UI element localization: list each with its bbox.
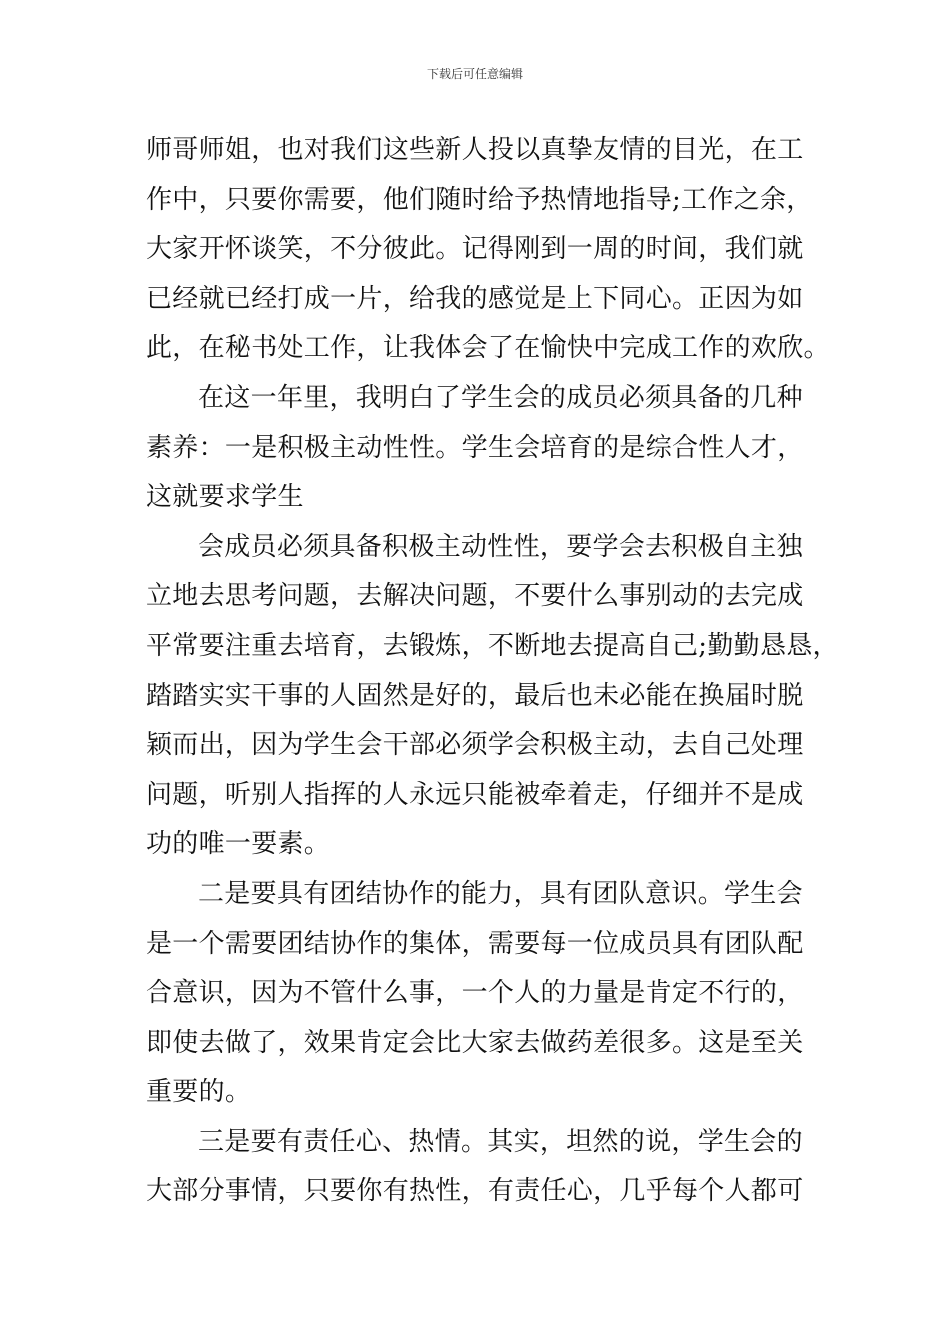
text-line: 合意识，因为不管什么事，一个人的力量是肯定不行的， — [146, 978, 804, 1009]
text-line: 素养：一是积极主动性性。学生会培育的是综合性人才， — [146, 432, 804, 463]
text-line: 大家开怀谈笑，不分彼此。记得刚到一周的时间，我们就 — [146, 234, 804, 265]
text-line: 功的唯一要素。 — [146, 829, 331, 860]
text-line: 即使去做了，效果肯定会比大家去做药差很多。这是至关 — [146, 1027, 804, 1058]
text-line: 平常要注重去培育，去锻炼，不断地去提高自己;勤勤恳恳， — [146, 630, 839, 661]
text-line: 立地去思考问题，去解决问题，不要什么事别动的去完成 — [146, 581, 804, 612]
text-line: 问题，听别人指挥的人永远只能被牵着走，仔细并不是成 — [146, 779, 804, 810]
text-line: 作中，只要你需要，他们随时给予热情地指导;工作之余， — [146, 184, 813, 215]
page-header: 下载后可任意编辑 — [426, 67, 523, 81]
text-line: 颖而出，因为学生会干部必须学会积极主动，去自己处理 — [146, 730, 804, 761]
text-line: 是一个需要团结协作的集体，需要每一位成员具有团队配 — [146, 928, 804, 959]
text-line: 师哥师姐，也对我们这些新人投以真挚友情的目光，在工 — [146, 135, 804, 165]
text-line: 踏踏实实干事的人固然是好的，最后也未必能在换届时脱 — [146, 680, 804, 711]
text-line: 这就要求学生 — [146, 482, 304, 513]
text-line: 三是要有责任心、热情。其实，坦然的说，学生会的 — [198, 1126, 803, 1157]
text-line: 已经就已经打成一片，给我的感觉是上下同心。正因为如 — [146, 283, 804, 314]
text-line: 重要的。 — [146, 1077, 252, 1108]
text-line: 此，在秘书处工作，让我体会了在愉快中完成工作的欢欣。 — [146, 333, 830, 364]
text-line: 大部分事情，只要你有热性，有责任心，几乎每个人都可 — [146, 1176, 804, 1207]
document-body — [146, 126, 839, 1217]
text-line: 在这一年里，我明白了学生会的成员必须具备的几种 — [198, 382, 803, 413]
text-line: 二是要具有团结协作的能力，具有团队意识。学生会 — [198, 878, 803, 909]
text-line: 会成员必须具备积极主动性性，要学会去积极自主独 — [198, 531, 803, 562]
